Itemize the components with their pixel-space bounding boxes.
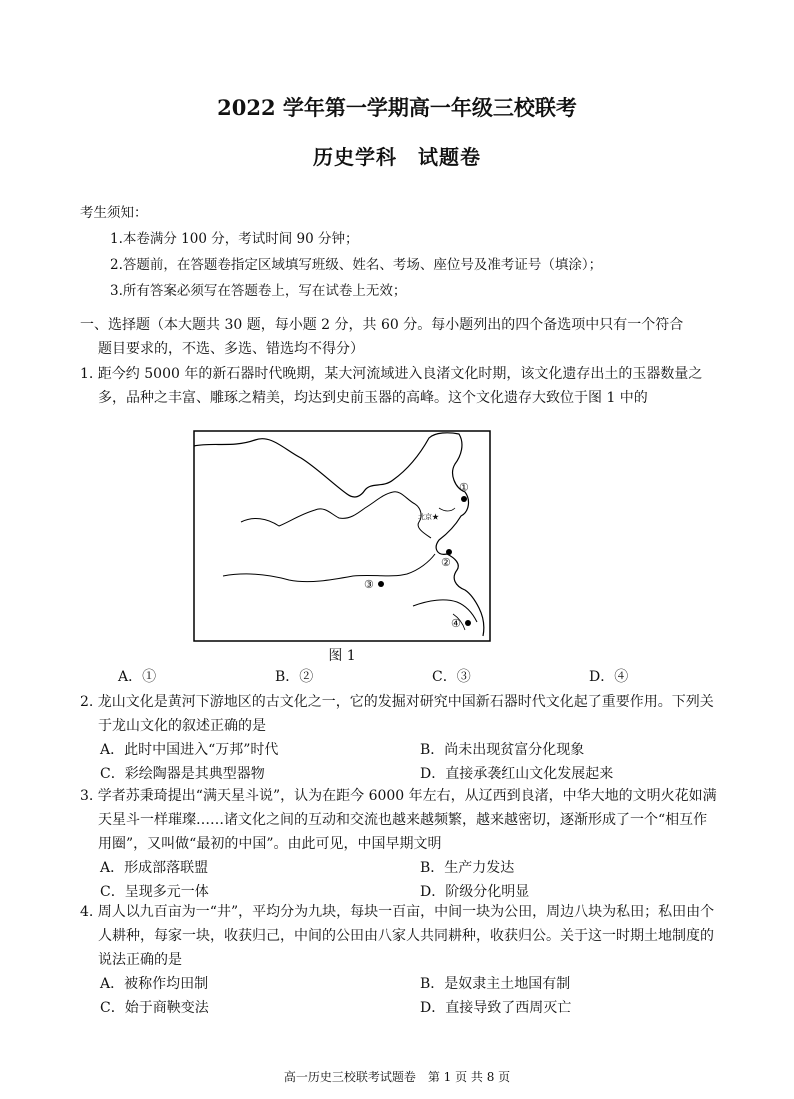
notice-item: 1.本卷满分 100 分，考试时间 90 分钟； — [110, 231, 359, 247]
question-stem: 1. 距今约 5000 年的新石器时代晚期，某大河流域进入良渚文化时期，该文化遗存出土的玉器数量之多，品种之丰富、雕琢之精美，均达到史前玉器的高峰。这个文化遗存大致位于图 1 中的 — [80, 366, 703, 406]
page-footer: 高一历史三校联考试题卷 第 1 页 共 8 页 — [283, 1070, 511, 1084]
beijing-label: 北京★ — [418, 513, 439, 521]
question-1-options — [80, 665, 720, 689]
question-1 — [80, 362, 720, 410]
question-3 — [80, 784, 720, 904]
option-a: A．形成部落联盟 — [100, 860, 209, 876]
question-stem: 2. 龙山文化是黄河下游地区的古文化之一，它的发掘对研究中国新石器时代文化起了重要作用。下列关于龙山文化的叙述正确的是 — [80, 694, 714, 734]
marker-label-2: ② — [441, 556, 451, 569]
option-d: D．④ — [589, 669, 629, 685]
option-b: B．尚未出现贫富分化现象 — [420, 742, 585, 758]
exam-title: 2022 学年第一学期高一年级三校联考 — [217, 95, 577, 120]
option-c: C．彩绘陶器是其典型器物 — [100, 766, 265, 782]
option-b: B．是奴隶主土地国有制 — [420, 976, 571, 992]
exam-subtitle: 历史学科 试题卷 — [313, 145, 481, 169]
option-d: D．直接承袭红山文化发展起来 — [420, 766, 614, 782]
figure-caption: 图 1 — [328, 648, 356, 664]
notice-item: 3.所有答案必须写在答题卷上，写在试卷上无效； — [110, 283, 407, 299]
question-4 — [80, 900, 720, 1020]
section-title-line1: 一、选择题（本大题共 30 题，每小题 2 分，共 60 分。每小题列出的四个备选项中只有一个符合 — [80, 317, 684, 333]
section-title — [80, 313, 720, 361]
question-stem: 4. 周人以九百亩为一“井”，平均分为九块，每块一百亩，中间一块为公田，周边八块为私田；私田由个人耕种，每家一块，收获归己，中间的公田由八家人共同耕种，收获归公。关于这一时期土地制度的说法正确的是 — [80, 904, 715, 968]
option-a: A．此时中国进入“万邦”时代 — [100, 742, 279, 758]
option-d: D．阶级分化明显 — [420, 884, 530, 900]
notice-heading: 考生须知： — [80, 205, 148, 221]
map-figure — [193, 430, 491, 642]
option-c: C．始于商鞅变法 — [100, 1000, 209, 1016]
exam-notice — [80, 200, 740, 304]
option-d: D．直接导致了西周灭亡 — [420, 1000, 572, 1016]
option-b: B．② — [275, 669, 314, 685]
notice-item: 2.答题前，在答题卷指定区域填写班级、姓名、考场、座位号及准考证号（填涂）； — [110, 257, 603, 273]
marker-label-4: ④ — [451, 617, 461, 630]
question-2 — [80, 690, 720, 786]
option-c: C．③ — [432, 669, 471, 685]
option-a: A．被称作均田制 — [100, 976, 209, 992]
option-b: B．生产力发达 — [420, 860, 515, 876]
marker-label-3: ③ — [364, 578, 374, 591]
question-stem: 3. 学者苏秉琦提出“满天星斗说”，认为在距今 6000 年左右，从辽西到良渚，中华大地的文明火花如满天星斗一样璀璨……诸文化之间的互动和交流也越来越频繁，越来越密切，逐渐形成了一个“相互作用圈”，又叫做“最初的中国”。由此可见，中国早期文明 — [80, 788, 717, 852]
section-title-line2: 题目要求的，不选、多选、错选均不得分） — [98, 341, 364, 357]
option-c: C．呈现多元一体 — [100, 884, 209, 900]
marker-label-1: ① — [459, 481, 469, 494]
option-a: A．① — [118, 669, 157, 685]
